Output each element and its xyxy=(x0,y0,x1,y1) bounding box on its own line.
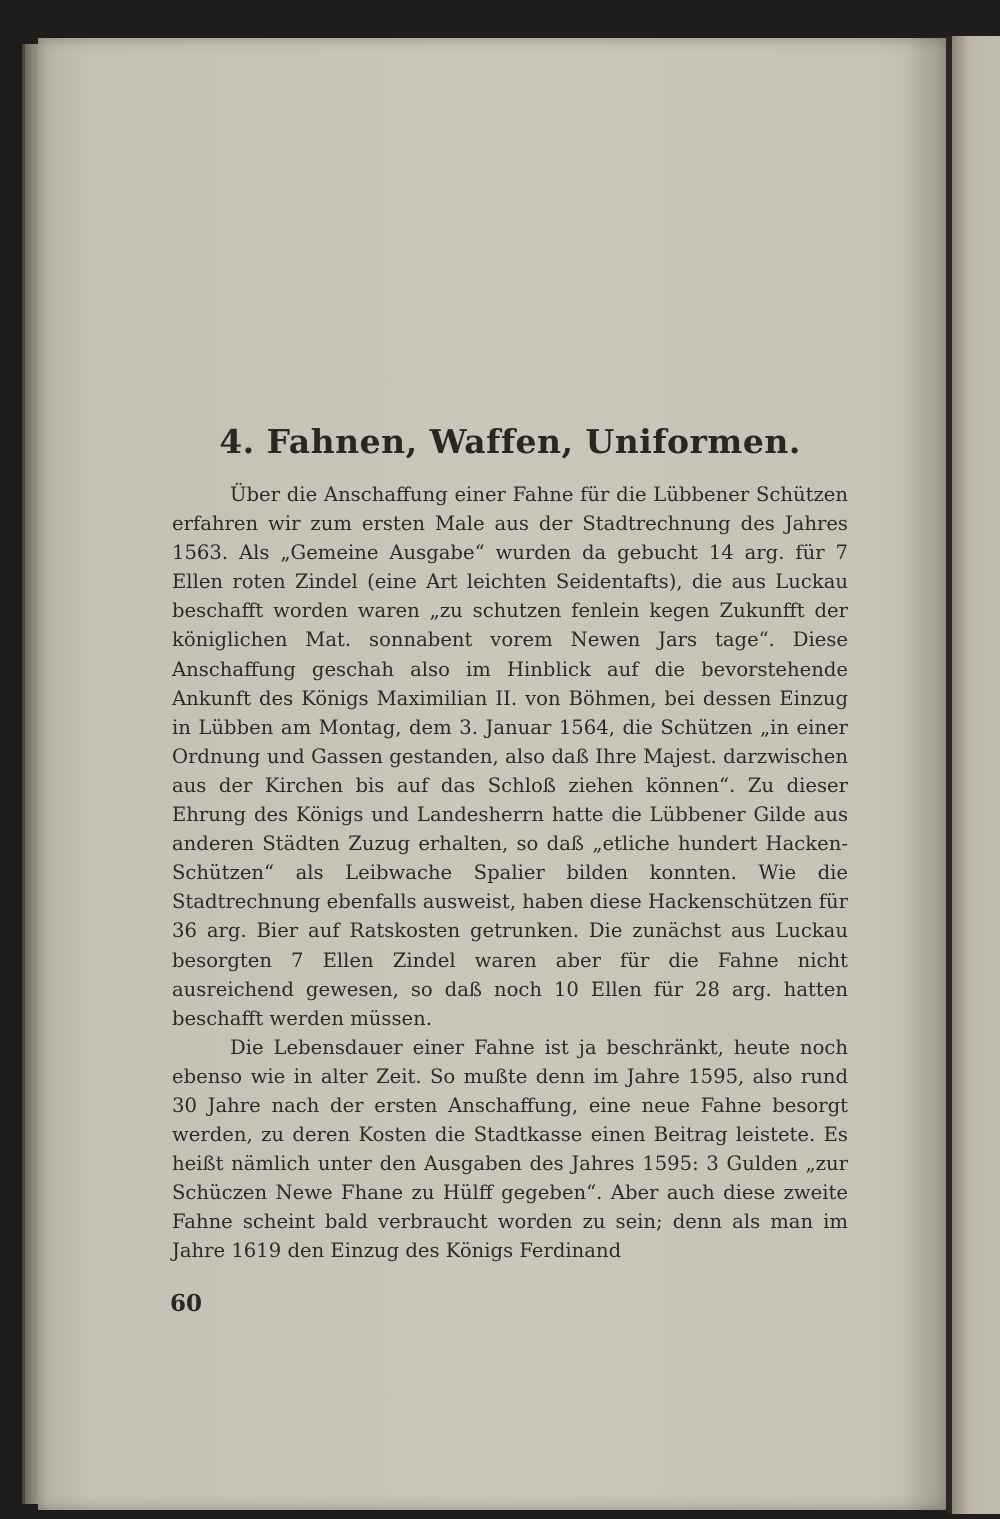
adjacent-page-edge xyxy=(952,36,1000,1514)
fold-shadow xyxy=(905,38,950,1510)
paragraph-1: Über die Anschaffung einer Fahne für die Lübbener Schützen erfahren wir zum ersten Male aus der Stadtrechnung des Jahres 1563. Als „Gemeine Ausgabe“ wurden da gebucht 14 arg. für 7 Ellen roten Zindel (eine Art leichten Seidentafts), die aus Luckau beschafft worden waren „zu schutzen fenlein kegen Zukunfft der königlichen Mat. sonnabent vorem Newen Jars tage“. Diese Anschaffung geschah also im Hinblick auf die bevorstehende Ankunft des Königs Maximilian II. von Böhmen, bei dessen Einzug in Lübben am Montag, dem 3. Januar 1564, die Schützen „in einer Ordnung und Gassen gestanden, also daß Ihre Majest. darzwischen aus der Kirchen bis auf das Schloß ziehen können“. Zu dieser Ehrung des Königs und Landesherrn hatte die Lübbener Gilde aus anderen Städten Zuzug erhalten, so daß „etliche hundert Hacken-Schützen“ als Leibwache Spalier bilden konnten. Wie die Stadtrechnung ebenfalls ausweist, haben diese Hackenschützen für 36 arg. Bier auf Ratskosten getrunken. Die zunächst aus Luckau besorgten 7 Ellen Zindel waren aber für die Fahne nicht ausreichend gewesen, so daß noch 10 Ellen für 28 arg. hatten beschafft werden müssen. xyxy=(172,483,848,1030)
paragraph-2: Die Lebensdauer einer Fahne ist ja beschränkt, heute noch ebenso wie in alter Zeit. So mußte denn im Jahre 1595, also rund 30 Jahre nach der ersten Anschaffung, eine neue Fahne besorgt werden, zu deren Kosten die Stadtkasse einen Beitrag leistete. Es heißt nämlich unter den Ausgaben des Jahres 1595: 3 Gulden „zur Schüczen Newe Fhane zu Hülff gegeben“. Aber auch diese zweite Fahne scheint bald verbraucht worden zu sein; denn als man im Jahre 1619 den Einzug des Königs Ferdinand xyxy=(172,1035,848,1263)
chapter-heading: 4. Fahnen, Waffen, Uniformen. xyxy=(219,422,801,461)
page-number: 60 xyxy=(170,1290,203,1317)
body-text xyxy=(172,480,848,1266)
